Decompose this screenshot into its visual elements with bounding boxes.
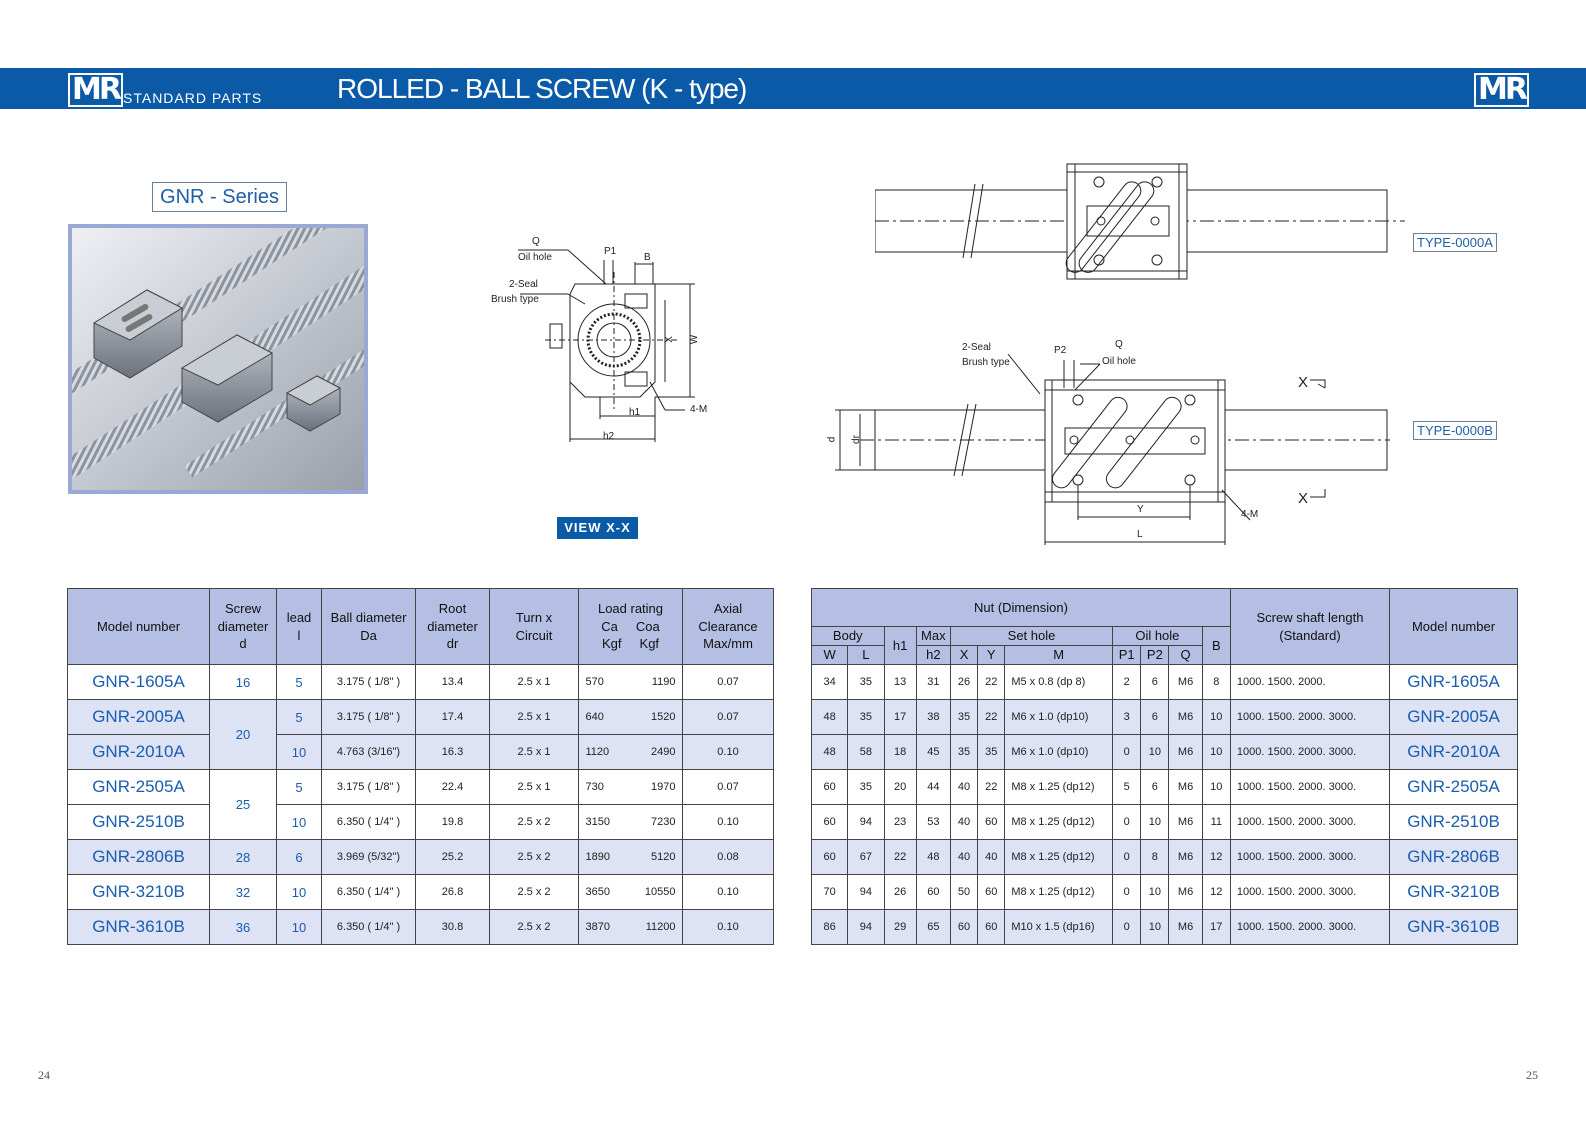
cell: GNR-2005A <box>68 700 210 735</box>
cell: M8 x 1.25 (dp12) <box>1005 805 1113 840</box>
cell-model: GNR-2806B <box>1390 840 1518 875</box>
cell: 29 <box>884 910 916 945</box>
header-b: B <box>1202 627 1230 665</box>
table-row <box>812 910 1518 945</box>
cell: 20 <box>210 700 277 770</box>
cell: 0.08 <box>683 840 774 875</box>
cell: 35 <box>950 735 977 770</box>
cell: 36 <box>210 910 277 945</box>
section-view-drawing <box>490 232 720 447</box>
cell: 40 <box>978 840 1005 875</box>
cell: 0 <box>1113 840 1141 875</box>
table-row <box>68 805 774 840</box>
cell: 23 <box>884 805 916 840</box>
cell: 60 <box>916 875 950 910</box>
cell: 26 <box>950 665 977 700</box>
header-p2: P2 <box>1141 646 1169 665</box>
page-number-left: 24 <box>38 1068 50 1082</box>
cell-model: GNR-2010A <box>1390 735 1518 770</box>
cell: 10 <box>1141 875 1169 910</box>
cell: 48 <box>812 735 848 770</box>
cell: 1000. 1500. 2000. 3000. <box>1230 910 1389 945</box>
cell: 60 <box>812 770 848 805</box>
cell-model: GNR-2505A <box>1390 770 1518 805</box>
header-x: X <box>950 646 977 665</box>
cell: M8 x 1.25 (dp12) <box>1005 840 1113 875</box>
cell: GNR-2010A <box>68 735 210 770</box>
cell: 5 <box>1113 770 1141 805</box>
cell: 26.8 <box>416 875 490 910</box>
cell: 35 <box>848 700 884 735</box>
cell: 10 <box>277 805 322 840</box>
table-row <box>812 735 1518 770</box>
type-b-brush-label: Brush type <box>962 357 1010 368</box>
cell-load: 640 1520 <box>579 700 683 735</box>
cell: 60 <box>812 840 848 875</box>
section-q-label: Q <box>532 236 540 247</box>
header-nut-dimension: Nut (Dimension) <box>812 589 1231 627</box>
cell: 94 <box>848 805 884 840</box>
header-model-right: Model number <box>1390 589 1518 665</box>
cell: 0.10 <box>683 910 774 945</box>
cell: 5 <box>277 770 322 805</box>
table-row <box>812 770 1518 805</box>
cell: M6 <box>1169 875 1202 910</box>
cell: 35 <box>848 665 884 700</box>
cell: 35 <box>950 700 977 735</box>
cell: 26 <box>884 875 916 910</box>
cell: 13 <box>884 665 916 700</box>
section-h1-label: h1 <box>629 407 641 418</box>
left-spec-table <box>67 588 774 945</box>
cell: 8 <box>1141 840 1169 875</box>
table-row <box>812 875 1518 910</box>
header-shaft-length: Screw shaft length (Standard) <box>1230 589 1389 665</box>
cell: 31 <box>916 665 950 700</box>
cell: 0 <box>1113 805 1141 840</box>
cell: 60 <box>978 805 1005 840</box>
cell: 5 <box>277 700 322 735</box>
cell: 1000. 1500. 2000. 3000. <box>1230 735 1389 770</box>
header-oil-hole: Oil hole <box>1113 627 1203 646</box>
type-a-label: TYPE-0000A <box>1413 233 1497 252</box>
header-root: Root diameter dr <box>416 589 490 665</box>
cell: 44 <box>916 770 950 805</box>
right-spec-table <box>811 588 1518 945</box>
cell: 35 <box>848 770 884 805</box>
cell: 10 <box>1202 700 1230 735</box>
type-b-oil-hole-label: Oil hole <box>1102 356 1136 367</box>
cell: 22.4 <box>416 770 490 805</box>
table-row <box>68 700 774 735</box>
cell-load: 3870 11200 <box>579 910 683 945</box>
cell: 60 <box>978 910 1005 945</box>
cell: 10 <box>1202 770 1230 805</box>
cell: M6 <box>1169 840 1202 875</box>
header-h2: h2 <box>916 646 950 665</box>
cell: 19.8 <box>416 805 490 840</box>
cell: 10 <box>1141 735 1169 770</box>
type-b-x-bottom-label: X <box>1298 490 1309 507</box>
cell: GNR-2510B <box>68 805 210 840</box>
cell: M5 x 0.8 (dp 8) <box>1005 665 1113 700</box>
cell: 2.5 x 1 <box>490 735 579 770</box>
cell: 60 <box>812 805 848 840</box>
cell: 3.175 ( 1/8" ) <box>322 665 416 700</box>
cell: M6 <box>1169 770 1202 805</box>
cell-model: GNR-2510B <box>1390 805 1518 840</box>
cell: 1000. 1500. 2000. 3000. <box>1230 805 1389 840</box>
cell: 2.5 x 2 <box>490 840 579 875</box>
section-m-label: 4-M <box>690 404 708 415</box>
header-h1: h1 <box>884 627 916 665</box>
table-row <box>68 910 774 945</box>
cell: 10 <box>1202 735 1230 770</box>
cell: 67 <box>848 840 884 875</box>
cell: 8 <box>1202 665 1230 700</box>
cell-load: 1890 5120 <box>579 840 683 875</box>
table-row <box>68 875 774 910</box>
header-model: Model number <box>68 589 210 665</box>
header-set-hole: Set hole <box>950 627 1112 646</box>
cell: 94 <box>848 910 884 945</box>
cell: 1000. 1500. 2000. 3000. <box>1230 840 1389 875</box>
cell-model: GNR-2005A <box>1390 700 1518 735</box>
cell: 30.8 <box>416 910 490 945</box>
cell: 22 <box>978 665 1005 700</box>
cell: 12 <box>1202 875 1230 910</box>
mr-logo: MR <box>68 73 123 107</box>
cell: 60 <box>950 910 977 945</box>
cell: 48 <box>916 840 950 875</box>
section-h2-label: h2 <box>603 431 615 442</box>
cell: 40 <box>950 770 977 805</box>
section-seal-label: 2-Seal <box>509 279 538 290</box>
cell: 22 <box>978 700 1005 735</box>
cell: 4.763 (3/16") <box>322 735 416 770</box>
cell: 25.2 <box>416 840 490 875</box>
cell: M6 x 1.0 (dp10) <box>1005 700 1113 735</box>
page-number-right: 25 <box>1526 1068 1538 1082</box>
cell: 5 <box>277 665 322 700</box>
type-b-p2-label: P2 <box>1054 345 1067 356</box>
cell: 12 <box>1202 840 1230 875</box>
cell: M6 x 1.0 (dp10) <box>1005 735 1113 770</box>
cell: 2.5 x 2 <box>490 910 579 945</box>
cell-model: GNR-3610B <box>1390 910 1518 945</box>
cell: 40 <box>950 805 977 840</box>
page-title: ROLLED - BALL SCREW (K - type) <box>337 73 747 104</box>
header-p1: P1 <box>1113 646 1141 665</box>
section-p1-label: P1 <box>604 246 617 257</box>
cell: 28 <box>210 840 277 875</box>
cell: 50 <box>950 875 977 910</box>
cell: 38 <box>916 700 950 735</box>
header-body: Body <box>812 627 885 646</box>
section-label: STANDARD PARTS <box>123 90 263 106</box>
type-b-y-label: Y <box>1137 504 1144 515</box>
cell: GNR-3610B <box>68 910 210 945</box>
cell: 10 <box>277 910 322 945</box>
section-b-label: B <box>644 252 651 263</box>
section-brush-label: Brush type <box>491 294 539 305</box>
cell: 58 <box>848 735 884 770</box>
cell: 32 <box>210 875 277 910</box>
cell: 0 <box>1113 875 1141 910</box>
cell: 3.175 ( 1/8" ) <box>322 700 416 735</box>
cell: M6 <box>1169 805 1202 840</box>
cell: 20 <box>884 770 916 805</box>
table-row <box>812 805 1518 840</box>
header-ball: Ball diameter Da <box>322 589 416 665</box>
cell-model: GNR-1605A <box>1390 665 1518 700</box>
section-w-label: W <box>689 334 701 345</box>
cell: 0.07 <box>683 665 774 700</box>
cell: 86 <box>812 910 848 945</box>
cell-load: 3650 10550 <box>579 875 683 910</box>
cell: M6 <box>1169 910 1202 945</box>
header-y: Y <box>978 646 1005 665</box>
header-axial: Axial Clearance Max/mm <box>683 589 774 665</box>
cell: 6 <box>1141 700 1169 735</box>
cell: 22 <box>884 840 916 875</box>
cell: 6.350 ( 1/4" ) <box>322 875 416 910</box>
cell-load: 730 1970 <box>579 770 683 805</box>
cell: 10 <box>277 735 322 770</box>
cell: 34 <box>812 665 848 700</box>
cell: 0.10 <box>683 875 774 910</box>
header-screw: Screw diameter d <box>210 589 277 665</box>
header-turn: Turn x Circuit <box>490 589 579 665</box>
cell: 48 <box>812 700 848 735</box>
cell: 1000. 1500. 2000. <box>1230 665 1389 700</box>
cell: 0.10 <box>683 805 774 840</box>
type-a-drawing <box>875 160 1405 285</box>
table-row <box>68 840 774 875</box>
type-b-m-label: 4-M <box>1241 509 1259 520</box>
cell-load: 570 1190 <box>579 665 683 700</box>
section-oil-hole-label: Oil hole <box>518 252 552 263</box>
type-b-x-top-label: X <box>1298 374 1309 391</box>
type-b-drawing <box>830 340 1390 550</box>
cell: GNR-2505A <box>68 770 210 805</box>
cell: 2.5 x 1 <box>490 665 579 700</box>
cell: M8 x 1.25 (dp12) <box>1005 875 1113 910</box>
cell: 22 <box>978 770 1005 805</box>
cell: 18 <box>884 735 916 770</box>
header-q: Q <box>1169 646 1202 665</box>
table-row <box>68 770 774 805</box>
cell: 2 <box>1113 665 1141 700</box>
cell: 16.3 <box>416 735 490 770</box>
cell-load: 1120 2490 <box>579 735 683 770</box>
table-row <box>812 840 1518 875</box>
cell: GNR-1605A <box>68 665 210 700</box>
type-b-l-label: L <box>1137 529 1143 540</box>
cell: 65 <box>916 910 950 945</box>
type-b-d-label: d <box>826 436 838 443</box>
cell: M10 x 1.5 (dp16) <box>1005 910 1113 945</box>
cell-load: 3150 7230 <box>579 805 683 840</box>
cell: M6 <box>1169 700 1202 735</box>
cell-model: GNR-3210B <box>1390 875 1518 910</box>
cell: 6 <box>277 840 322 875</box>
cell: 6.350 ( 1/4" ) <box>322 805 416 840</box>
cell: M8 x 1.25 (dp12) <box>1005 770 1113 805</box>
cell: 25 <box>210 770 277 840</box>
table-row <box>68 665 774 700</box>
type-b-dr-label: dr <box>850 435 862 444</box>
cell: GNR-2806B <box>68 840 210 875</box>
cell: M6 <box>1169 735 1202 770</box>
cell: 40 <box>950 840 977 875</box>
cell: 10 <box>1141 805 1169 840</box>
header-load: Load rating Ca Coa Kgf Kgf <box>579 589 683 665</box>
header-l: L <box>848 646 884 665</box>
cell: GNR-3210B <box>68 875 210 910</box>
type-b-label: TYPE-0000B <box>1413 421 1497 440</box>
table-row <box>68 735 774 770</box>
cell: 1000. 1500. 2000. 3000. <box>1230 700 1389 735</box>
cell: 60 <box>978 875 1005 910</box>
cell: 11 <box>1202 805 1230 840</box>
cell: 6 <box>1141 770 1169 805</box>
cell: 0.10 <box>683 735 774 770</box>
header-lead: lead l <box>277 589 322 665</box>
cell: 70 <box>812 875 848 910</box>
cell: 16 <box>210 665 277 700</box>
cell: 2.5 x 2 <box>490 875 579 910</box>
mr-logo-right: MR <box>1474 73 1529 107</box>
cell: 94 <box>848 875 884 910</box>
header-max: Max <box>916 627 950 646</box>
cell: 0.07 <box>683 700 774 735</box>
series-label: GNR - Series <box>152 182 287 212</box>
cell: M6 <box>1169 665 1202 700</box>
cell: 0.07 <box>683 770 774 805</box>
ball-screw-photo <box>68 224 368 494</box>
cell: 3 <box>1113 700 1141 735</box>
section-x-label: X <box>663 336 675 343</box>
cell: 10 <box>277 875 322 910</box>
cell: 2.5 x 1 <box>490 770 579 805</box>
table-row <box>812 665 1518 700</box>
cell: 53 <box>916 805 950 840</box>
cell: 2.5 x 1 <box>490 700 579 735</box>
cell: 6.350 ( 1/4" ) <box>322 910 416 945</box>
cell: 6 <box>1141 665 1169 700</box>
header-m: M <box>1005 646 1113 665</box>
cell: 0 <box>1113 735 1141 770</box>
cell: 3.175 ( 1/8" ) <box>322 770 416 805</box>
table-row <box>812 700 1518 735</box>
cell: 1000. 1500. 2000. 3000. <box>1230 770 1389 805</box>
type-b-q-label: Q <box>1115 339 1123 350</box>
cell: 17.4 <box>416 700 490 735</box>
cell: 35 <box>978 735 1005 770</box>
type-b-seal-label: 2-Seal <box>962 342 991 353</box>
cell: 2.5 x 2 <box>490 805 579 840</box>
cell: 10 <box>1141 910 1169 945</box>
cell: 1000. 1500. 2000. 3000. <box>1230 875 1389 910</box>
cell: 17 <box>1202 910 1230 945</box>
cell: 45 <box>916 735 950 770</box>
header-w: W <box>812 646 848 665</box>
view-xx-label: VIEW X-X <box>557 517 638 539</box>
cell: 3.969 (5/32") <box>322 840 416 875</box>
cell: 13.4 <box>416 665 490 700</box>
cell: 17 <box>884 700 916 735</box>
cell: 0 <box>1113 910 1141 945</box>
